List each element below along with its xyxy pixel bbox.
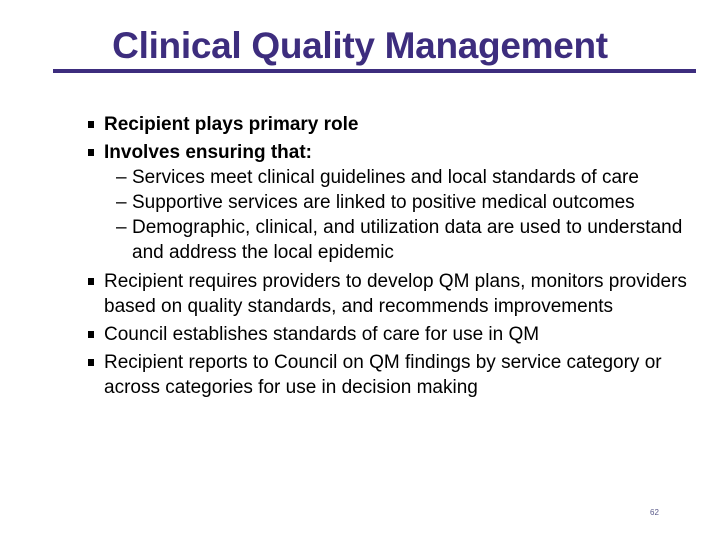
bullet-list [88,112,698,400]
square-bullet-icon [88,149,94,156]
sub-bullet-text: Services meet clinical guidelines and local standards of care [132,167,639,188]
sub-bullet-item [88,215,698,265]
square-bullet-icon [88,359,94,366]
bullet-item [88,112,698,137]
sub-bullet-text: Demographic, clinical, and utilization data are used to understand and address the local epidemic [132,217,683,263]
bullet-text: Council establishes standards of care for use in QM [104,324,540,345]
dash-bullet-icon: – [116,167,127,188]
square-bullet-icon [88,121,94,128]
bullet-text: Recipient reports to Council on QM findings by service category or across categories for use in decision making [104,352,662,398]
bullet-item [88,140,698,165]
bullet-item [88,269,698,319]
bullet-text: Involves ensuring that: [104,142,312,163]
dash-bullet-icon: – [116,217,127,238]
dash-bullet-icon: – [116,192,127,213]
page-number: 62 [650,508,659,517]
sub-bullet-item [88,165,698,190]
bullet-text: Recipient requires providers to develop QM plans, monitors providers based on quality standards, and recommends improvements [104,271,687,317]
title-underline [53,69,696,73]
sub-bullet-item [88,190,698,215]
bullet-text: Recipient plays primary role [104,114,359,135]
square-bullet-icon [88,331,94,338]
bullet-item [88,322,698,347]
bullet-item [88,350,698,400]
sub-bullet-text: Supportive services are linked to positive medical outcomes [132,192,635,213]
slide-title: Clinical Quality Management [112,25,608,66]
square-bullet-icon [88,278,94,285]
